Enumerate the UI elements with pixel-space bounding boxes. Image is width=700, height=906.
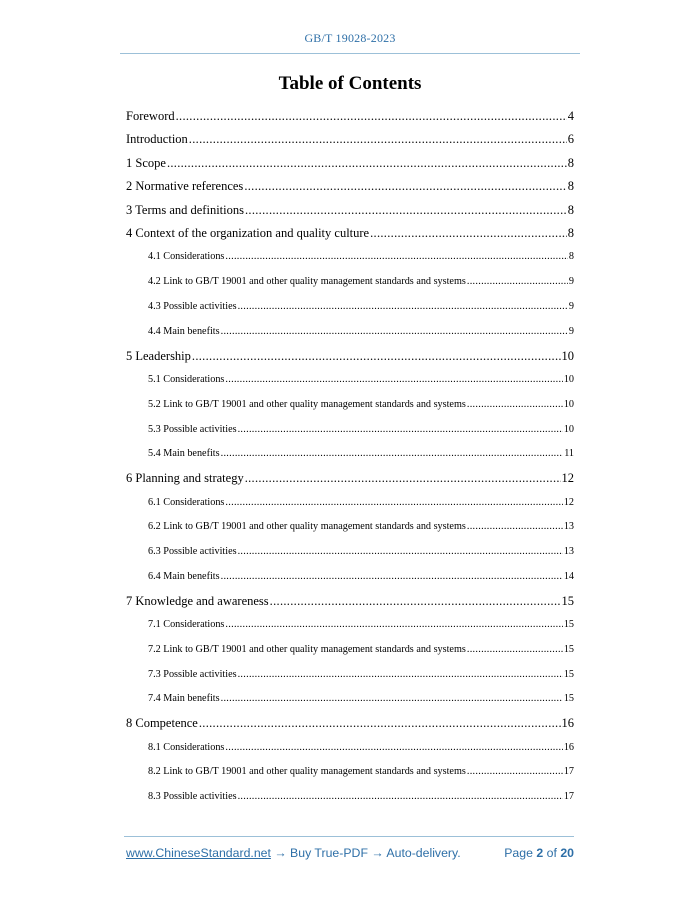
toc-subentry[interactable] [126,515,574,540]
toc-entry-page: 13 [563,521,574,533]
running-header: GB/T 19028-2023 [304,31,396,45]
toc-entry-page: 12 [561,471,574,486]
toc-entry-title: 4.3 Possible activities [148,300,237,312]
dot-leader [245,199,567,222]
dot-leader [467,393,563,418]
dot-leader [467,760,563,785]
toc-entry-page: 10 [563,373,574,385]
toc-subentry[interactable] [126,663,574,688]
toc-entry-title: 7 Knowledge and awareness [126,593,269,608]
toc-entry-page: 15 [563,643,574,655]
toc-entry-title: 4.4 Main benefits [148,325,220,337]
dot-leader [270,590,561,613]
toc-entry-title: 6.3 Possible activities [148,546,237,558]
toc-entry[interactable] [126,105,574,128]
dot-leader [238,785,563,810]
toc-entry[interactable] [126,128,574,151]
toc-entry-page: 11 [564,448,574,460]
toc-entry-title: 6.2 Link to GB/T 19001 and other quality management standards and systems [148,521,466,533]
dot-leader [238,663,563,688]
toc-entry-page: 14 [563,570,574,582]
toc-entry[interactable] [126,467,574,490]
toc-subentry[interactable] [126,687,574,712]
dot-leader [189,128,567,151]
footer-promo [126,846,461,860]
toc-entry[interactable] [126,345,574,368]
toc-entry[interactable] [126,590,574,613]
toc-subentry[interactable] [126,540,574,565]
dot-leader [467,270,568,295]
page-footer [126,846,574,860]
toc-entry-title: 7.1 Considerations [148,619,225,631]
dot-leader [467,638,563,663]
table-of-contents [126,105,574,810]
toc-entry-page: 17 [563,791,574,803]
toc-entry-page: 9 [568,276,574,288]
toc-entry-title: 1 Scope [126,155,166,170]
toc-entry-page: 6 [567,132,574,147]
page-total: 20 [560,846,574,860]
page-of: of [546,846,557,860]
toc-subentry[interactable] [126,418,574,443]
dot-leader [225,736,562,761]
dot-leader [238,295,568,320]
toc-entry-page: 13 [563,546,574,558]
dot-leader [238,418,563,443]
toc-entry-title: 6.4 Main benefits [148,570,220,582]
dot-leader [467,515,563,540]
toc-entry-title: 7.4 Main benefits [148,693,220,705]
toc-subentry[interactable] [126,760,574,785]
toc-entry-page: 15 [563,619,574,631]
toc-entry-title: Foreword [126,109,175,123]
toc-entry-title: 4 Context of the organization and quality culture [126,225,370,240]
toc-entry-page: 12 [563,496,574,508]
toc-subentry[interactable] [126,491,574,516]
page-title: Table of Contents [278,73,422,94]
toc-subentry[interactable] [126,638,574,663]
page-indicator [504,846,574,860]
dot-leader [221,565,563,590]
dot-leader [225,491,562,516]
toc-entry-page: 10 [563,398,574,410]
dot-leader [370,222,567,245]
toc-entry-title: 2 Normative references [126,179,244,194]
toc-subentry[interactable] [126,295,574,320]
dot-leader [221,442,564,467]
toc-entry-page: 8 [568,251,574,263]
toc-entry[interactable] [126,199,574,222]
toc-subentry[interactable] [126,442,574,467]
dot-leader [225,613,562,638]
dot-leader [238,540,563,565]
toc-entry[interactable] [126,152,574,175]
toc-subentry[interactable] [126,270,574,295]
dot-leader [176,105,567,128]
toc-entry-page: 10 [561,348,574,363]
toc-entry-page: 15 [561,593,574,608]
toc-entry-title: 4.1 Considerations [148,251,225,263]
toc-entry-page: 9 [568,325,574,337]
toc-subentry[interactable] [126,320,574,345]
toc-entry-page: 16 [561,716,574,731]
toc-entry-page: 9 [568,300,574,312]
toc-entry-title: 5.3 Possible activities [148,423,237,435]
toc-entry-title: 4.2 Link to GB/T 19001 and other quality management standards and systems [148,276,466,288]
dot-leader [167,152,567,175]
toc-entry-page: 10 [563,423,574,435]
toc-subentry[interactable] [126,393,574,418]
toc-entry-title: 8.2 Link to GB/T 19001 and other quality management standards and systems [148,766,466,778]
toc-subentry[interactable] [126,245,574,270]
toc-entry-page: 16 [563,741,574,753]
dot-leader [199,712,561,735]
dot-leader [225,368,562,393]
dot-leader [244,175,566,198]
toc-entry-page: 17 [563,766,574,778]
toc-entry-title: 5.4 Main benefits [148,448,220,460]
toc-entry-page: 8 [567,225,574,240]
footer-divider [124,836,574,837]
toc-subentry[interactable] [126,736,574,761]
dot-leader [225,245,568,270]
toc-subentry[interactable] [126,565,574,590]
toc-entry-title: 3 Terms and definitions [126,202,244,217]
toc-entry[interactable] [126,712,574,735]
toc-entry-page: 15 [563,693,574,705]
toc-entry-title: 5 Leadership [126,348,191,363]
page-current: 2 [536,846,544,860]
toc-entry-title: 8.1 Considerations [148,741,225,753]
toc-entry[interactable] [126,222,574,245]
toc-entry-title: 7.2 Link to GB/T 19001 and other quality management standards and systems [148,643,466,655]
toc-subentry[interactable] [126,613,574,638]
toc-entry-page: 8 [567,202,574,217]
page-label: Page [504,846,533,860]
toc-subentry[interactable] [126,785,574,810]
toc-entry-title: Introduction [126,132,188,147]
toc-entry-page: 8 [567,155,574,170]
toc-subentry[interactable] [126,368,574,393]
dot-leader [192,345,561,368]
toc-entry[interactable] [126,175,574,198]
promo-text: → Buy True-PDF → Auto-delivery. [270,846,461,860]
header-divider [120,53,580,54]
dot-leader [245,467,561,490]
toc-entry-title: 5.1 Considerations [148,373,225,385]
toc-entry-page: 15 [563,668,574,680]
toc-entry-page: 4 [567,109,574,123]
toc-entry-title: 5.2 Link to GB/T 19001 and other quality management standards and systems [148,398,466,410]
site-link[interactable]: www.ChineseStandard.net [126,846,271,860]
toc-entry-title: 7.3 Possible activities [148,668,237,680]
toc-entry-title: 6 Planning and strategy [126,471,244,486]
toc-entry-title: 8 Competence [126,716,198,731]
toc-entry-title: 6.1 Considerations [148,496,225,508]
dot-leader [221,320,568,345]
toc-entry-page: 8 [567,179,574,194]
dot-leader [221,687,563,712]
toc-entry-title: 8.3 Possible activities [148,791,237,803]
